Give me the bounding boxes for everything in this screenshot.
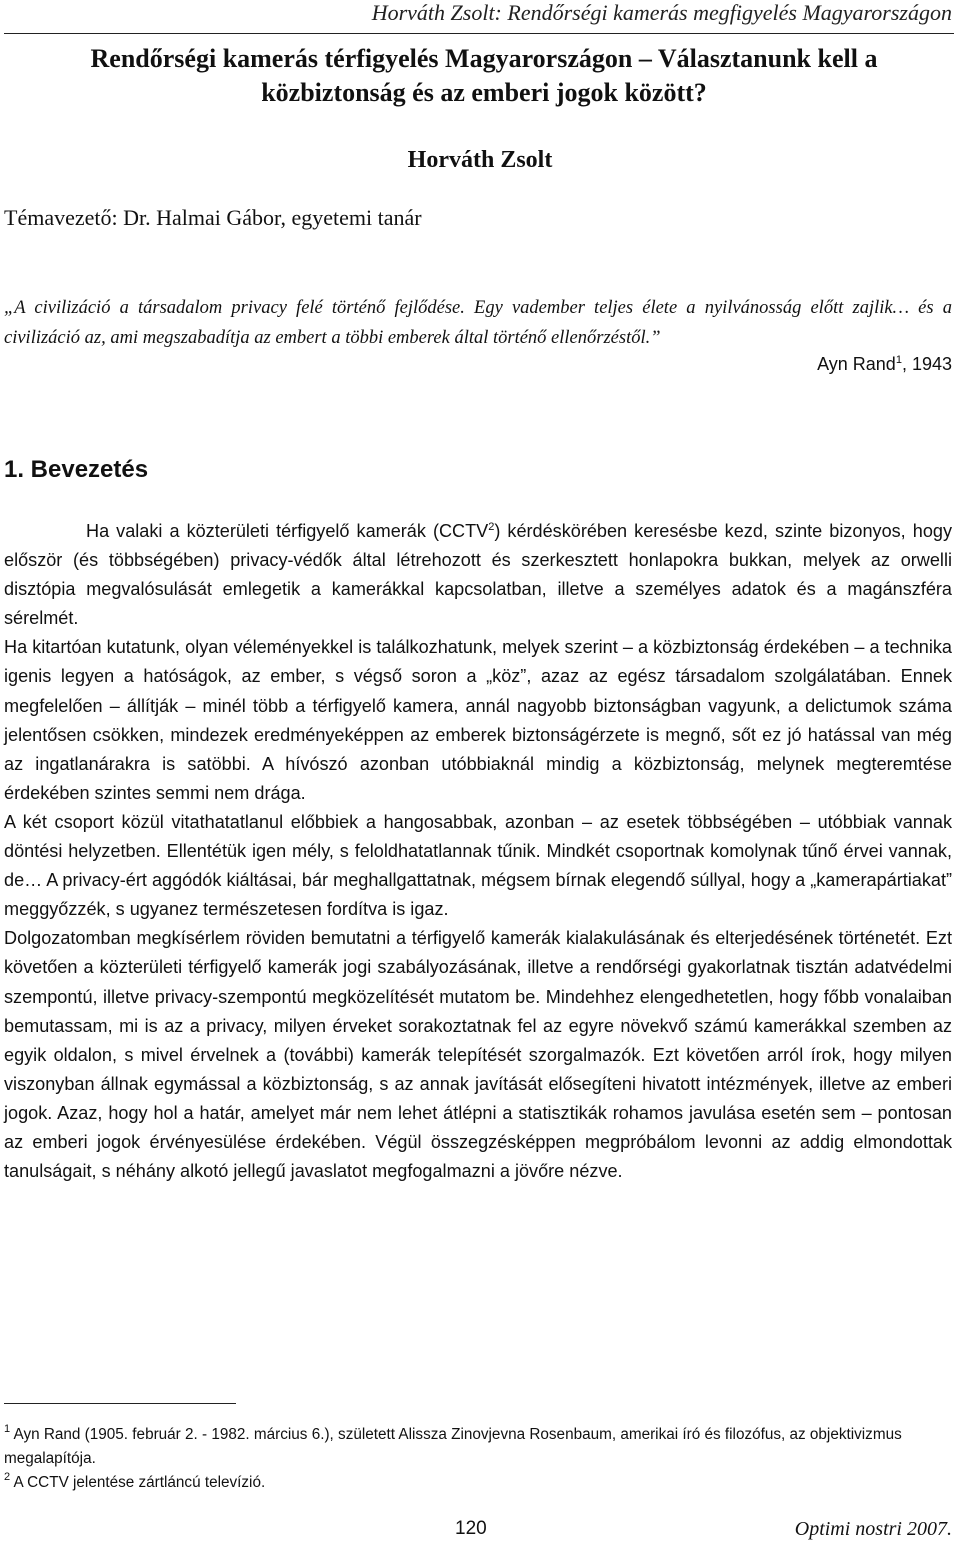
section-heading: 1. Bevezetés (4, 456, 149, 483)
footnote-2 (4, 1471, 952, 1495)
epigraph-author: Ayn Rand (817, 354, 896, 374)
footnote-1-text: Ayn Rand (1905. február 2. - 1982. március 6.), született Alissza Zinovjevna Rosenbaum, amerikai író és filozófus, az objektivizmus megalapítója. (4, 1426, 902, 1467)
paragraph-1-end: ) kérdéskörében keresésbe kezd, szinte bizonyos, hogy először (és többségében) privacy-védők által létrehozott és szerkesztett honlapokra bukkan, melyek az orwelli disztópia megvalósulását emlegetik a kamerákkal kapcsolatban, illetve a személyes adatok és a magánszféra sérelmét. (4, 521, 952, 629)
body-text (4, 517, 952, 1186)
header-rule (4, 33, 954, 34)
paragraph-2: Ha kitartóan kutatunk, olyan véleményekkel is találkozhatunk, melyek szerint – a közbiztonság érdekében – a technika igenis legyen a hatóságok, az ember, s végső soron a „köz”, azaz az egész társadalom szolgálatában. Ennek megfelelően – állítják – minél több a térfigyelő kamera, annál nagyobb biztonságban vagyunk, a delictumok száma jelentősen csökken, mindezek eredményeképpen az emberek biztonságérzete is megnő, sőt ez jó hatással van még az ingatlanárakra is satöbbi. A hívószó azonban utóbbiaknál mindig a közbiztonság, melynek megteremtése érdekében szintes semmi nem drága. (4, 637, 952, 803)
footnote-1 (4, 1423, 952, 1471)
epigraph-attribution (817, 354, 952, 375)
paragraph-1-start: Ha valaki a közterületi térfigyelő kamerák (CCTV (86, 521, 489, 541)
footnotes (4, 1423, 952, 1495)
supervisor-line: Témavezető: Dr. Halmai Gábor, egyetemi tanár (4, 205, 422, 230)
epigraph-quote: „A civilizáció a társadalom privacy felé történő fejlődése. Egy vadember teljes élete a nyilvánosság előtt zajlik… és a civilizáció az, ami megszabadítja az embert a többi emberek által történő ellenőrzéstől.” (4, 298, 952, 348)
footnote-separator (4, 1403, 236, 1404)
footnote-2-number: 2 (4, 1471, 11, 1483)
author-name: Horváth Zsolt (407, 147, 553, 173)
paragraph-3: A két csoport közül vitathatatlanul előbbiek a hangosabbak, azonban – az esetek többségében – utóbbiak vannak döntési helyzetben. Ellentétük igen mély, s feloldhatatlannak tűnik. Mindkét csoportnak komolynak tűnő érvei vannak, de… A privacy-ért aggódók kiáltásai, bár meghallgattatnak, mégsem bírnak elegendő súllyal, hogy a „kamerapártiakat” meggyőzzék, s ugyanez természetesen fordítva is igaz. (4, 811, 952, 920)
paragraph-4: Dolgozatomban megkísérlem röviden bemutatni a térfigyelő kamerák kialakulásának és elterjedésének történetét. Ezt követően a közterületi térfigyelő kamerák jogi szabályozásának, illetve a rendőrségi gyakorlatnak tisztán adatvédelmi szempontú, illetve privacy-szempontú megközelítését mutatom be. Mindehhez elengedhetetlen, hogy főbb vonalaiban bemutassam, mi is az a privacy, milyen érveket sorakoztatnak fel az egyre növekvő számú kamerákkal szemben az egyik oldalon, s mivel érvelnek a (további) kamerák telepítését szorgalmazók. Ezt követően arról írok, hogy milyen viszonyban állnak egymással a közbiztonság, s az annak javítását elősegíteni hivatott intézmények, illetve az emberi jogok. Azaz, hogy hol a határ, amelyet már nem lehet átlépni a statisztikák rohamos javulása esetén sem – pontosan az emberi jogok érvényesülése érdekében. Végül összegzésképpen megpróbálom levonni az addig elmondottak tanulságait, s néhány alkotó jellegű javaslatot megfogalmazni a jövőre nézve. (4, 928, 952, 1182)
page-number: 120 (455, 1518, 487, 1539)
footnote-2-text: A CCTV jelentése zártláncú televízió. (10, 1474, 266, 1491)
running-header: Horváth Zsolt: Rendőrségi kamerás megfigyelés Magyarországon (371, 0, 952, 25)
paragraph-1 (4, 517, 952, 633)
footnote-ref-2: 2 (488, 521, 495, 533)
footnote-ref-1: 1 (895, 354, 902, 366)
footnote-1-number: 1 (4, 1423, 11, 1435)
paper-title: Rendőrségi kamerás térfigyelés Magyarországon – Választanunk kell a közbiztonság és az emberi jogok között? (90, 44, 878, 107)
publication-name: Optimi nostri 2007. (794, 1518, 952, 1540)
epigraph-year: , 1943 (901, 354, 952, 374)
